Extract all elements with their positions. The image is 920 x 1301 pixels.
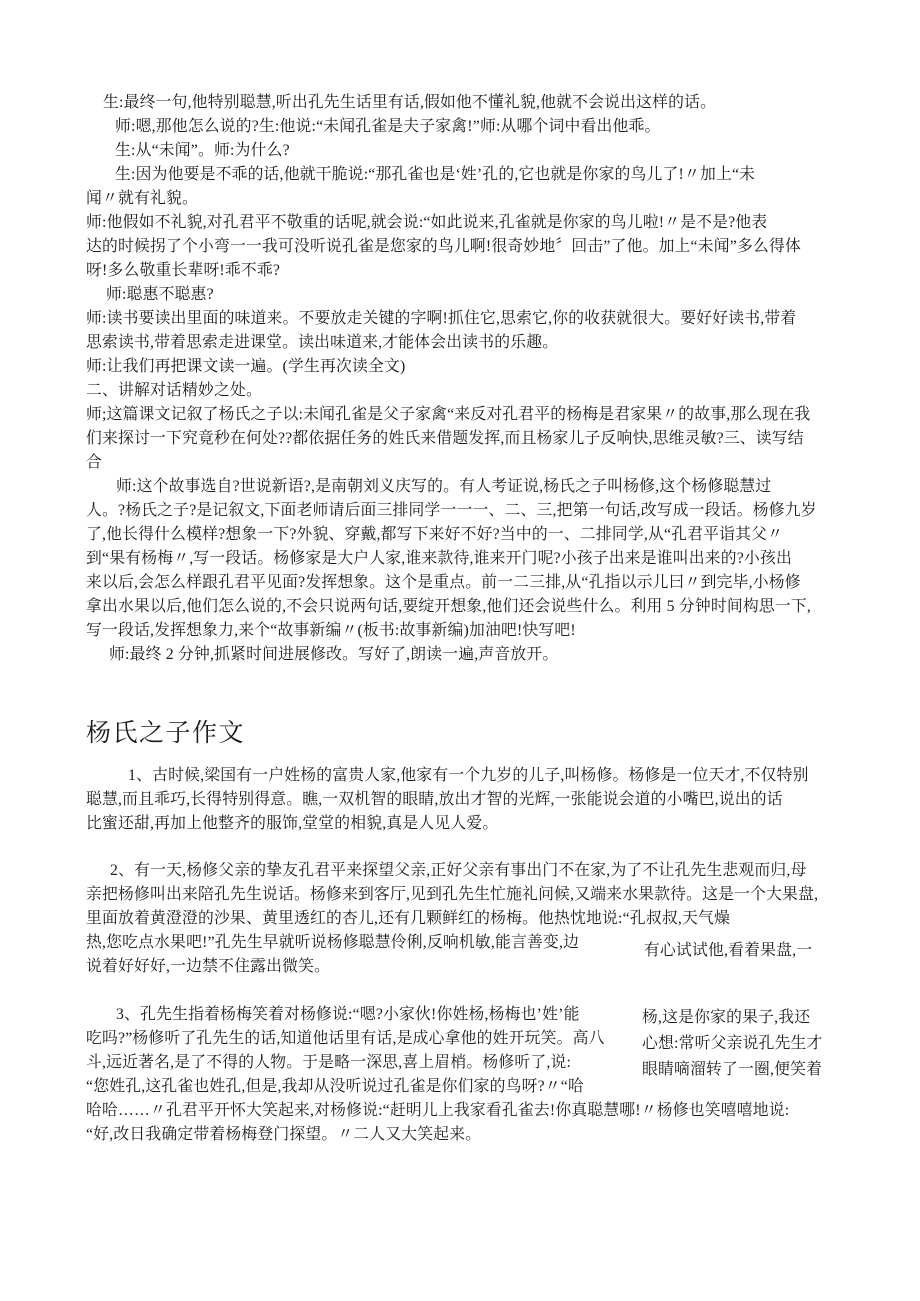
lesson-line: 师:读书要读出里面的味道来。不要放走关键的字啊!抓住它,思索它,你的收获就很大。要好好读书,带着 [86, 310, 797, 327]
essay-line: 斗,远近著名,是了不得的人物。于是略一深思,喜上眉梢。杨修听了,说: [86, 1054, 572, 1071]
lesson-line: 来以后,会怎么样跟孔君平见面?发挥想象。这个是重点。前一二三排,从“孔指以示儿曰〃到完毕,小杨修 [86, 574, 801, 591]
lesson-line: 师:嗯,那他怎么说的?生:他说:“未闻孔雀是夫子家禽!”师:从哪个词中看出他乖。 [115, 118, 661, 135]
essay-paragraph-2 [86, 859, 886, 979]
floating-textbox-fragment: 有心试试他,看着果盘,一 [644, 942, 813, 959]
lesson-line: 师:这个故事选自?世说新语?,是南朝刘义庆写的。有人考证说,杨氏之子叫杨修,这个杨修聪慧过 [116, 478, 772, 495]
lesson-section-heading: 二、讲解对话精妙之处。 [86, 382, 262, 399]
lesson-line: 生:最终一句,他特别聪慧,听出孔先生话里有话,假如他不懂礼貌,他就不会说出这样的话。 [103, 94, 717, 111]
essay-line: 里面放着黄澄澄的沙果、黄里透红的杏儿,还有几颗鲜红的杨梅。他热忱地说:“孔叔叔,天气燥 [86, 910, 730, 927]
lesson-line: 师:最终 2 分钟,抓紧时间进展修改。写好了,朗读一遍,声音放开。 [109, 646, 559, 663]
essay-line: 热,您吃点水果吧!”孔先生早就听说杨修聪慧伶俐,反响机敏,能言善变,边 [86, 934, 580, 951]
essay-line: 1、古时候,梁国有一户姓杨的富贵人家,他家有一个九岁的儿子,叫杨修。杨修是一位天才,不仅特别 [128, 767, 809, 784]
wrapped-column-line: 杨,这是你家的果子,我还 [642, 1009, 811, 1026]
lesson-line: 闻〃就有礼貌。 [86, 190, 198, 207]
lesson-line: 呀!多么敬重长辈呀!乖不乖? [86, 262, 281, 279]
lesson-record-section [86, 91, 886, 667]
essay-line: “好,改日我确定带着杨梅登门探望。〃二人又大笑起来。 [86, 1126, 482, 1143]
lesson-line: 合 [86, 454, 102, 471]
essay-line: 说着好好好,一边禁不住露出微笑。 [86, 958, 331, 975]
essay-line: 亲把杨修叫出来陪孔先生说话。杨修来到客厅,见到孔先生忙施礼问候,又端来水果款待。这是一个大果盘, [86, 886, 819, 903]
lesson-line: 们来探讨一下究竟秒在何处??都依据任务的姓氏来借题发挥,而且杨家儿子反响快,思维灵敏?三、读写结 [86, 430, 804, 447]
essay-paragraph-3 [86, 1003, 886, 1147]
essay-line: 聪慧,而且乖巧,长得特别得意。瞧,一双机智的眼睛,放出才智的光辉,一张能说会道的小嘴巴,说出的话 [86, 791, 783, 808]
lesson-line: 了,他长得什么模样?想象一下?外貌、穿戴,都写下来好不好?当中的一、二排同学,从“孔君平诣其父〃 [86, 526, 784, 543]
essay-line: “您姓孔,这孔雀也姓孔,但是,我却从没听说过孔雀是你们家的鸟呀?〃“哈 [86, 1078, 584, 1095]
lesson-line: 人。?杨氏之子?是记叙文,下面老师请后面三排同学一一一、二、三,把第一句话,改写成一段话。杨修九岁 [86, 502, 817, 519]
lesson-line: 生:从“未闻”。师:为什么? [115, 142, 290, 159]
essay-line: 2、有一天,杨修父亲的挚友孔君平来探望父亲,正好父亲有事出门不在家,为了不让孔先生悲观而归,母 [110, 862, 807, 879]
lesson-line: 生:因为他要是不乖的话,他就干脆说:“那孔雀也是‘姓’孔的,它也就是你家的鸟儿了!〃加上“未 [115, 166, 756, 183]
lesson-line: 师;这篇课文记叙了杨氏之子以:未闻孔雀是父子家禽“来反对孔君平的杨梅是君家果〃的故事,那么现在我 [86, 406, 811, 423]
lesson-line: 达的时候拐了个小弯一一我可没听说孔雀是您家的鸟儿啊!很奇妙地〞回击”了他。加上“未闻”多么得体 [86, 238, 801, 255]
essay-line: 吃吗?”杨修听了孔先生的话,知道他话里有话,是成心拿他的姓开玩笑。高八 [86, 1030, 605, 1047]
wrapped-right-column [642, 1005, 823, 1083]
essay-line: 3、孔先生指着杨梅笑着对杨修说:“嗯?小家伙!你姓杨,杨梅也’姓’能 [116, 1006, 580, 1023]
lesson-line: 师:他假如不礼貌,对孔君平不敬重的话呢,就会说:“如此说来,孔雀就是你家的鸟儿啦!〃是不是?他表 [86, 214, 768, 231]
wrapped-column-line: 心想:常听父亲说孔先生才 [642, 1035, 823, 1052]
lesson-line: 写一段话,发挥想象力,来个“故事新编〃(板书:故事新编)加油吧!快写吧! [86, 622, 576, 639]
wrapped-column-line: 眼睛嘀溜转了一圈,便笑着 [642, 1061, 823, 1078]
lesson-line: 思索读书,带着思索走进课堂。读出味道来,才能体会出读书的乐趣。 [86, 334, 559, 351]
lesson-line: 师:让我们再把课文读一遍。(学生再次读全文) [86, 358, 406, 375]
lesson-line: 到“果有杨梅〃,写一段话。杨修家是大户人家,谁来款待,谁来开门呢?小孩子出来是谁叫出来的?小孩出 [86, 550, 792, 567]
lesson-line: 师:聪惠不聪惠? [106, 286, 214, 303]
essay-line: 哈哈……〃孔君平开怀大笑起来,对杨修说:“赶明儿上我家看孔雀去!你真聪慧哪!〃杨修也笑嘻嘻地说: [86, 1102, 790, 1119]
lesson-line: 拿出水果以后,他们怎么说的,不会只说两句话,要绽开想象,他们还会说些什么。利用 5 分钟时间构思一下, [86, 598, 812, 615]
essay-paragraph-1 [86, 764, 886, 836]
essay-line: 比蜜还甜,再加上他整齐的服饰,堂堂的相貌,真是人见人爱。 [86, 815, 499, 832]
essay-title: 杨氏之子作文 [86, 720, 246, 747]
